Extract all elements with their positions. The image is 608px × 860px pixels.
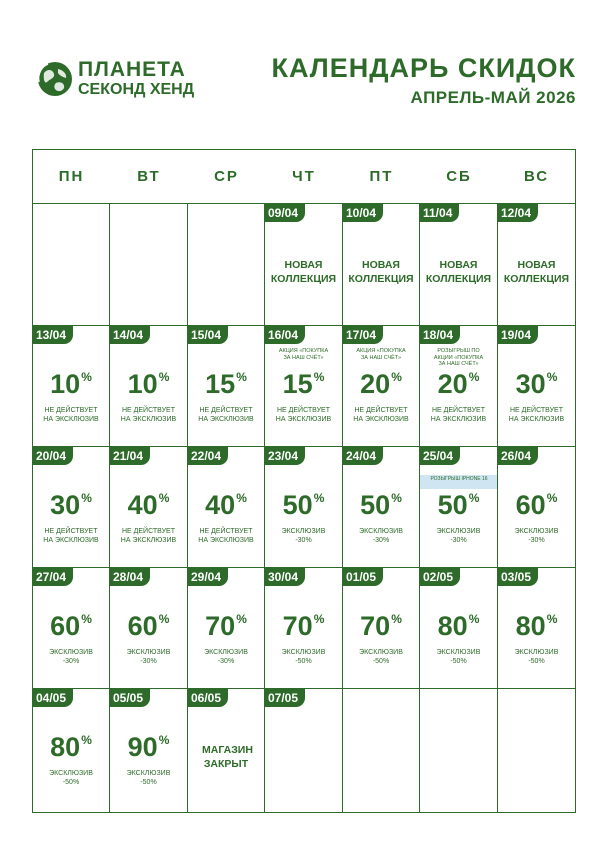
discount-value (110, 491, 187, 519)
day-cell (265, 204, 343, 326)
discount-condition: НЕ ДЕЙСТВУЕТ (121, 528, 176, 535)
discount-number: 15 (282, 369, 313, 399)
promo-note: РОЗЫГРЫШ ПО АКЦИИ «ПОКУПКА ЗА НАШ СЧЁТ» (433, 348, 484, 367)
percent-sign: % (468, 370, 480, 384)
discount-value (33, 491, 109, 519)
percent-sign: % (158, 491, 170, 505)
percent-sign: % (158, 733, 170, 747)
discount-number: 20 (360, 369, 391, 399)
discount-number: 20 (437, 369, 468, 399)
date-tab: 19/04 (498, 326, 538, 344)
discount-condition: НЕ ДЕЙСТВУЕТ (199, 528, 253, 535)
discount-value (420, 612, 497, 640)
day-cell (265, 447, 343, 568)
discount-condition: НЕ ДЕЙСТВУЕТ (44, 528, 98, 535)
date-tab: 11/04 (420, 204, 459, 222)
discount-condition-detail: НА ЭКСКЛЮЗИВ (275, 416, 332, 423)
discount-condition-detail: -30% (295, 537, 312, 544)
percent-sign: % (81, 491, 92, 505)
promo-note: АКЦИЯ «ПОКУПКА ЗА НАШ СЧЁТ» (278, 348, 329, 361)
date-tab: 25/04 (420, 447, 460, 465)
discount-value (343, 612, 419, 640)
date-tab: 24/04 (343, 447, 383, 465)
date-tab: 23/04 (265, 447, 305, 465)
discount-number: 70 (282, 611, 313, 641)
discount-condition-detail: -50% (295, 658, 312, 665)
giveaway-banner: РОЗЫГРЫШ IPHONE 16 (420, 475, 498, 489)
discount-value (498, 491, 575, 519)
day-cell (265, 689, 343, 812)
date-tab: 10/04 (343, 204, 383, 222)
percent-sign: % (546, 491, 558, 505)
discount-number: 80 (50, 732, 81, 762)
discount-condition-detail: -50% (450, 658, 467, 665)
day-cell (420, 447, 498, 568)
percent-sign: % (391, 370, 402, 384)
weekday-label: ПТ (369, 168, 394, 185)
percent-sign: % (158, 370, 170, 384)
day-cell (33, 326, 110, 447)
discount-condition-detail: НА ЭКСКЛЮЗИВ (198, 416, 254, 423)
empty-day-cell (498, 689, 575, 812)
discount-value (343, 370, 419, 398)
discount-condition-detail: НА ЭКСКЛЮЗИВ (508, 416, 565, 423)
empty-day-cell (188, 204, 265, 326)
discount-number: 30 (50, 490, 81, 520)
day-cell (498, 447, 575, 568)
day-cell (188, 568, 265, 689)
date-tab: 02/05 (420, 568, 460, 586)
discount-value (110, 612, 187, 640)
percent-sign: % (468, 612, 480, 626)
discount-condition-detail: -30% (140, 658, 157, 665)
discount-condition: НЕ ДЕЙСТВУЕТ (509, 407, 564, 414)
discount-number: 40 (205, 490, 236, 520)
new-collection-label: НОВАЯ КОЛЛЕКЦИЯ (425, 259, 492, 285)
discount-number: 40 (127, 490, 158, 520)
discount-condition-detail: -30% (372, 537, 390, 544)
date-tab: 16/04 (265, 326, 305, 344)
weekday-label: ПН (58, 168, 85, 185)
discount-number: 50 (282, 490, 313, 520)
discount-number: 60 (127, 611, 158, 641)
day-cell (498, 568, 575, 689)
discount-number: 15 (205, 369, 236, 399)
percent-sign: % (391, 612, 402, 626)
empty-day-cell (110, 204, 188, 326)
discount-condition-detail: -50% (140, 779, 157, 786)
discount-condition: ЭКСКЛЮЗИВ (49, 770, 93, 777)
discount-condition: НЕ ДЕЙСТВУЕТ (354, 407, 408, 414)
discount-condition-detail: НА ЭКСКЛЮЗИВ (120, 537, 177, 544)
day-cell (343, 568, 420, 689)
empty-day-cell (420, 689, 498, 812)
discount-value (420, 370, 497, 398)
date-tab: 03/05 (498, 568, 538, 586)
discount-value (188, 491, 264, 519)
day-cell (110, 326, 188, 447)
discount-condition: ЭКСКЛЮЗИВ (126, 649, 171, 656)
percent-sign: % (236, 491, 247, 505)
page-subtitle: АПРЕЛЬ-МАЙ 2026 (410, 88, 576, 107)
date-tab: 20/04 (33, 447, 73, 465)
discount-condition: ЭКСКЛЮЗИВ (436, 528, 481, 535)
discount-condition: НЕ ДЕЙСТВУЕТ (199, 407, 253, 414)
discount-condition-detail: -50% (528, 658, 545, 665)
discount-number: 70 (205, 611, 236, 641)
discount-condition: ЭКСКЛЮЗИВ (436, 649, 481, 656)
day-cell (33, 568, 110, 689)
brand-logo (36, 58, 206, 102)
discount-value (343, 491, 419, 519)
day-cell (188, 447, 265, 568)
new-collection-label: НОВАЯ КОЛЛЕКЦИЯ (503, 259, 570, 285)
date-tab: 27/04 (33, 568, 73, 586)
percent-sign: % (546, 370, 558, 384)
date-tab: 15/04 (188, 326, 228, 344)
discount-condition: ЭКСКЛЮЗИВ (281, 528, 326, 535)
day-cell (33, 447, 110, 568)
day-cell (188, 326, 265, 447)
discount-number: 60 (515, 490, 546, 520)
brand-name-line1: ПЛАНЕТА (78, 58, 186, 81)
discount-condition: ЭКСКЛЮЗИВ (514, 528, 559, 535)
discount-value (33, 612, 109, 640)
day-cell (110, 689, 188, 812)
empty-day-cell (33, 204, 110, 326)
date-tab: 22/04 (188, 447, 228, 465)
discount-number: 70 (360, 611, 391, 641)
empty-day-cell (343, 689, 420, 812)
date-tab: 13/04 (33, 326, 73, 344)
percent-sign: % (158, 612, 170, 626)
day-cell (420, 326, 498, 447)
weekday-label: ВТ (137, 168, 161, 185)
date-tab: 05/05 (110, 689, 150, 707)
discount-condition-detail: -30% (217, 658, 235, 665)
new-collection-label: НОВАЯ КОЛЛЕКЦИЯ (348, 259, 414, 285)
weekday-header-row (33, 150, 575, 204)
discount-value (498, 612, 575, 640)
discount-value (188, 612, 264, 640)
percent-sign: % (468, 491, 480, 505)
discount-condition: НЕ ДЕЙСТВУЕТ (431, 407, 486, 414)
percent-sign: % (391, 491, 402, 505)
percent-sign: % (81, 733, 92, 747)
percent-sign: % (236, 370, 247, 384)
date-tab: 07/05 (265, 689, 305, 707)
discount-condition: ЭКСКЛЮЗИВ (359, 528, 403, 535)
day-cell (265, 326, 343, 447)
day-cell (420, 204, 498, 326)
discount-condition-detail: НА ЭКСКЛЮЗИВ (430, 416, 487, 423)
date-tab: 09/04 (265, 204, 305, 222)
date-tab: 06/05 (188, 689, 228, 707)
discount-condition: ЭКСКЛЮЗИВ (204, 649, 248, 656)
discount-number: 80 (437, 611, 468, 641)
discount-condition-detail: НА ЭКСКЛЮЗИВ (43, 537, 99, 544)
discount-number: 50 (360, 490, 391, 520)
discount-condition: НЕ ДЕЙСТВУЕТ (121, 407, 176, 414)
discount-number: 80 (515, 611, 546, 641)
discount-value (110, 370, 187, 398)
weekday-label: ЧТ (292, 168, 316, 185)
discount-value (498, 370, 575, 398)
percent-sign: % (236, 612, 247, 626)
discount-condition: ЭКСКЛЮЗИВ (359, 649, 403, 656)
discount-value (265, 491, 342, 519)
percent-sign: % (81, 612, 92, 626)
discount-number: 60 (50, 611, 81, 641)
day-cell (498, 326, 575, 447)
discount-condition-detail: -30% (62, 658, 80, 665)
day-cell (498, 204, 575, 326)
discount-condition: ЭКСКЛЮЗИВ (514, 649, 559, 656)
discount-condition: НЕ ДЕЙСТВУЕТ (44, 407, 98, 414)
weekday-label: ВС (523, 168, 550, 185)
brand-name-line2: СЕКОНД ХЕНД (78, 81, 195, 98)
day-cell (110, 447, 188, 568)
discount-condition-detail: НА ЭКСКЛЮЗИВ (353, 416, 409, 423)
discount-value (188, 370, 264, 398)
discount-condition-detail: -50% (372, 658, 390, 665)
new-collection-label: НОВАЯ КОЛЛЕКЦИЯ (270, 259, 337, 285)
discount-value (33, 370, 109, 398)
percent-sign: % (546, 612, 558, 626)
discount-value (33, 733, 109, 761)
day-cell (110, 568, 188, 689)
discount-value (420, 491, 497, 519)
date-tab: 17/04 (343, 326, 383, 344)
discount-value (110, 733, 187, 761)
date-tab: 26/04 (498, 447, 538, 465)
day-cell (265, 568, 343, 689)
discount-number: 10 (50, 369, 81, 399)
percent-sign: % (81, 370, 92, 384)
date-tab: 18/04 (420, 326, 460, 344)
discount-condition-detail: НА ЭКСКЛЮЗИВ (43, 416, 99, 423)
percent-sign: % (313, 612, 325, 626)
discount-condition-detail: -50% (62, 779, 80, 786)
discount-condition-detail: НА ЭКСКЛЮЗИВ (198, 537, 254, 544)
day-cell (33, 689, 110, 812)
planet-globe-icon (36, 60, 74, 98)
discount-condition: ЭКСКЛЮЗИВ (281, 649, 326, 656)
date-tab: 28/04 (110, 568, 150, 586)
page-title: КАЛЕНДАРЬ СКИДОК (271, 53, 576, 83)
day-cell (343, 447, 420, 568)
date-tab: 04/05 (33, 689, 73, 707)
date-tab: 14/04 (110, 326, 150, 344)
weekday-label: СР (214, 168, 239, 185)
discount-value (265, 612, 342, 640)
day-cell (343, 326, 420, 447)
date-tab: 21/04 (110, 447, 150, 465)
discount-condition: ЭКСКЛЮЗИВ (126, 770, 171, 777)
percent-sign: % (313, 491, 325, 505)
discount-value (265, 370, 342, 398)
promo-note: АКЦИЯ «ПОКУПКА ЗА НАШ СЧЁТ» (356, 348, 406, 361)
discount-number: 90 (127, 732, 158, 762)
store-closed-label: МАГАЗИН ЗАКРЫТ (202, 744, 253, 770)
discount-condition-detail: -30% (528, 537, 545, 544)
date-tab: 12/04 (498, 204, 538, 222)
discount-calendar (32, 149, 576, 813)
date-tab: 30/04 (265, 568, 305, 586)
discount-number: 50 (437, 490, 468, 520)
discount-condition: НЕ ДЕЙСТВУЕТ (276, 407, 331, 414)
percent-sign: % (313, 370, 325, 384)
discount-number: 30 (515, 369, 546, 399)
date-tab: 01/05 (343, 568, 383, 586)
discount-condition: ЭКСКЛЮЗИВ (49, 649, 93, 656)
discount-number: 10 (127, 369, 158, 399)
day-cell (343, 204, 420, 326)
discount-condition-detail: НА ЭКСКЛЮЗИВ (120, 416, 177, 423)
day-cell (188, 689, 265, 812)
weekday-label: СБ (446, 168, 472, 185)
day-cell (420, 568, 498, 689)
date-tab: 29/04 (188, 568, 228, 586)
discount-condition-detail: -30% (450, 537, 467, 544)
